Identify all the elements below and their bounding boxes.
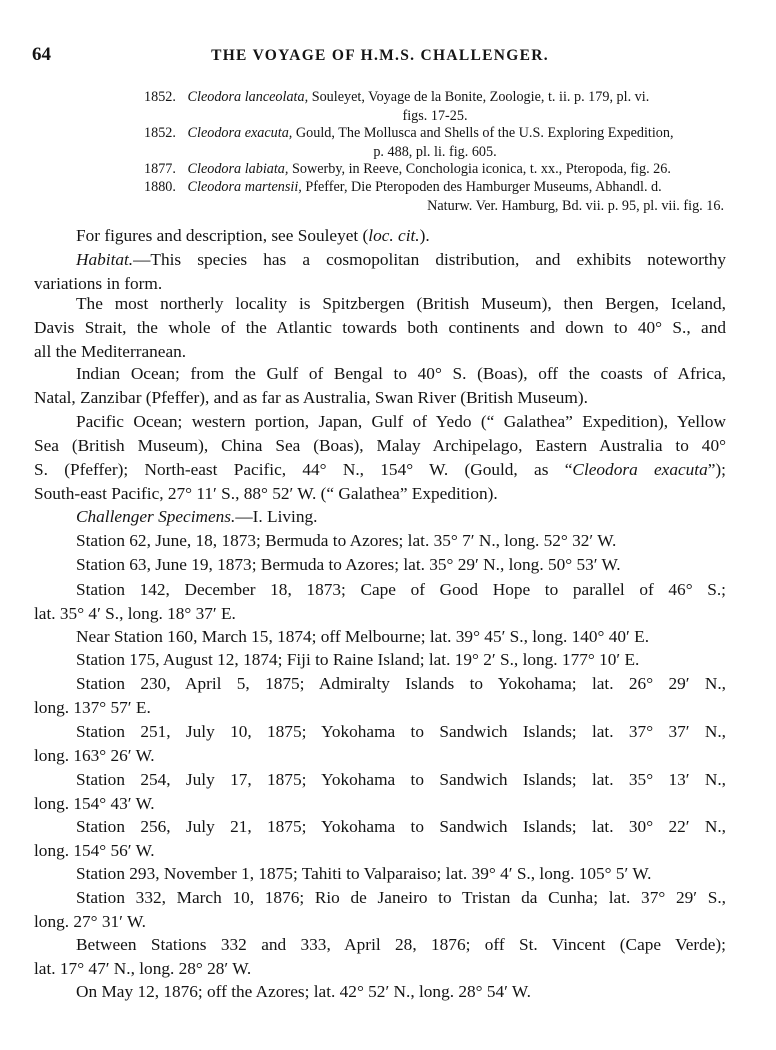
text-line: long. 163° 26′ W.: [34, 746, 155, 765]
synonymy-entry: [144, 124, 726, 162]
synonymy-name: Cleodora labiata,: [187, 161, 289, 177]
text-line: Near Station 160, March 15, 1874; off Melbourne; lat. 39° 45′ S., long. 140° 40′ E.: [76, 627, 650, 646]
text-line: Pacific Ocean; western portion, Japan, Gulf of Yedo (“ Galathea” Expedition), Yellow: [76, 412, 726, 431]
synonymy-continuation: p. 488, pl. li. fig. 605.: [373, 144, 497, 160]
station-record: [34, 578, 726, 626]
text-line: Station 254, July 17, 1875; Yokohama to Sandwich Islands; lat. 35° 13′ N.,: [76, 770, 726, 789]
synonymy-entry: [144, 178, 726, 216]
text-line: The most northerly locality is Spitzbergen (British Museum), then Bergen, Iceland,: [76, 294, 726, 313]
pacific-ocean-paragraph: [34, 410, 726, 506]
synonymy-name: Cleodora martensii,: [187, 179, 302, 195]
station-record: [34, 648, 726, 672]
northerly-paragraph: [34, 292, 726, 364]
specimens-heading: [34, 505, 726, 529]
synonymy-name: Cleodora lanceolata,: [187, 89, 309, 105]
specimens-label: Challenger Specimens.: [76, 507, 236, 526]
text-run: —I. Living.: [235, 507, 318, 526]
text-run: ”);: [707, 460, 726, 479]
text-line: Station 256, July 21, 1875; Yokohama to Sandwich Islands; lat. 30° 22′ N.,: [76, 817, 726, 836]
text-line: long. 154° 56′ W.: [34, 841, 155, 860]
synonymy-year: 1852.: [144, 125, 176, 141]
text-line: Station 230, April 5, 1875; Admiralty Islands to Yokohama; lat. 26° 29′ N.,: [76, 674, 726, 693]
citation-italic: loc. cit.: [368, 226, 420, 245]
text-line: Station 293, November 1, 1875; Tahiti to Valparaiso; lat. 39° 4′ S., long. 105° 5′ W.: [76, 864, 652, 883]
station-record: [34, 862, 726, 886]
synonymy-reference: Souleyet, Voyage de la Bonite, Zoologie, t. ii. p. 179, pl. vi.: [311, 89, 650, 105]
text-line: South-east Pacific, 27° 11′ S., 88° 52′ W. (“ Galathea” Expedition).: [34, 484, 498, 503]
text-run: For figures and description, see Souleyet (: [76, 226, 369, 245]
text-line: Sea (British Museum), China Sea (Boas), Malay Archipelago, Eastern Australia to 40°: [34, 436, 726, 455]
station-record: [34, 886, 726, 934]
text-line: Between Stations 332 and 333, April 28, 1876; off St. Vincent (Cape Verde);: [76, 935, 726, 954]
text-line: [34, 224, 726, 248]
text-line: variations in form.: [34, 274, 163, 293]
station-record: [34, 933, 726, 981]
synonymy-entry: [144, 160, 726, 179]
indian-ocean-paragraph: [34, 362, 726, 410]
synonymy-year: 1877.: [144, 161, 176, 177]
text-line: Station 251, July 10, 1875; Yokohama to Sandwich Islands; lat. 37° 37′ N.,: [76, 722, 726, 741]
synonymy-reference: Gould, The Mollusca and Shells of the U.S. Exploring Expedition,: [295, 125, 674, 141]
station-record: [34, 815, 726, 863]
running-title: THE VOYAGE OF H.M.S. CHALLENGER.: [211, 47, 549, 64]
text-line: [34, 248, 726, 272]
habitat-label: Habitat.: [76, 250, 134, 269]
text-run: S. (Pfeffer); North-east Pacific, 44° N., 154° W. (Gould, as “: [34, 460, 573, 479]
synonymy-reference: Pfeffer, Die Pteropoden des Hamburger Museums, Abhandl. d.: [305, 179, 662, 195]
station-record: [34, 553, 726, 577]
synonymy-year: 1852.: [144, 89, 176, 105]
text-line: Station 142, December 18, 1873; Cape of Good Hope to parallel of 46° S.;: [76, 580, 726, 599]
station-record: [34, 529, 726, 553]
station-record: [34, 672, 726, 720]
text-run: —This species has a cosmopolitan distribution, and exhibits noteworthy: [133, 250, 726, 269]
station-record: [34, 625, 726, 649]
station-record: [34, 980, 726, 1004]
text-line: lat. 35° 4′ S., long. 18° 37′ E.: [34, 604, 236, 623]
synonymy-year: 1880.: [144, 179, 176, 195]
text-line: Station 332, March 10, 1876; Rio de Janeiro to Tristan da Cunha; lat. 37° 29′ S.,: [76, 888, 726, 907]
text-line: long. 137° 57′ E.: [34, 698, 151, 717]
text-line: Indian Ocean; from the Gulf of Bengal to 40° S. (Boas), off the coasts of Africa,: [76, 364, 726, 383]
page-header: [32, 44, 728, 72]
text-line: [34, 458, 726, 482]
text-line: lat. 17° 47′ N., long. 28° 28′ W.: [34, 959, 252, 978]
page-number: 64: [32, 44, 51, 65]
text-line: Station 62, June, 18, 1873; Bermuda to Azores; lat. 35° 7′ N., long. 52° 32′ W.: [76, 531, 617, 550]
habitat-paragraph: [34, 248, 726, 296]
text-line: Station 63, June 19, 1873; Bermuda to Azores; lat. 35° 29′ N., long. 50° 53′ W.: [76, 555, 621, 574]
text-line: long. 154° 43′ W.: [34, 794, 155, 813]
station-record: [34, 768, 726, 816]
text-line: On May 12, 1876; off the Azores; lat. 42° 52′ N., long. 28° 54′ W.: [76, 982, 531, 1001]
synonymy-continuation: figs. 17-25.: [402, 108, 468, 124]
text-run: ).: [419, 226, 430, 245]
text-line: Davis Strait, the whole of the Atlantic towards both continents and down to 40° S., and: [34, 318, 726, 337]
text-line: Natal, Zanzibar (Pfeffer), and as far as Australia, Swan River (British Museum).: [34, 388, 588, 407]
figures-paragraph: [34, 224, 726, 248]
synonymy-reference: Sowerby, in Reeve, Conchologia iconica, t. xx., Pteropoda, fig. 26.: [292, 161, 671, 177]
text-line: all the Mediterranean.: [34, 342, 187, 361]
species-italic: Cleodora exacuta: [572, 460, 708, 479]
text-line: [34, 505, 726, 529]
synonymy-entry: [144, 88, 726, 126]
synonymy-continuation: Naturw. Ver. Hamburg, Bd. vii. p. 95, pl. vii. fig. 16.: [427, 198, 724, 214]
text-line: Station 175, August 12, 1874; Fiji to Raine Island; lat. 19° 2′ S., long. 177° 10′ E.: [76, 650, 640, 669]
synonymy-name: Cleodora exacuta,: [187, 125, 293, 141]
text-line: long. 27° 31′ W.: [34, 912, 146, 931]
station-record: [34, 720, 726, 768]
